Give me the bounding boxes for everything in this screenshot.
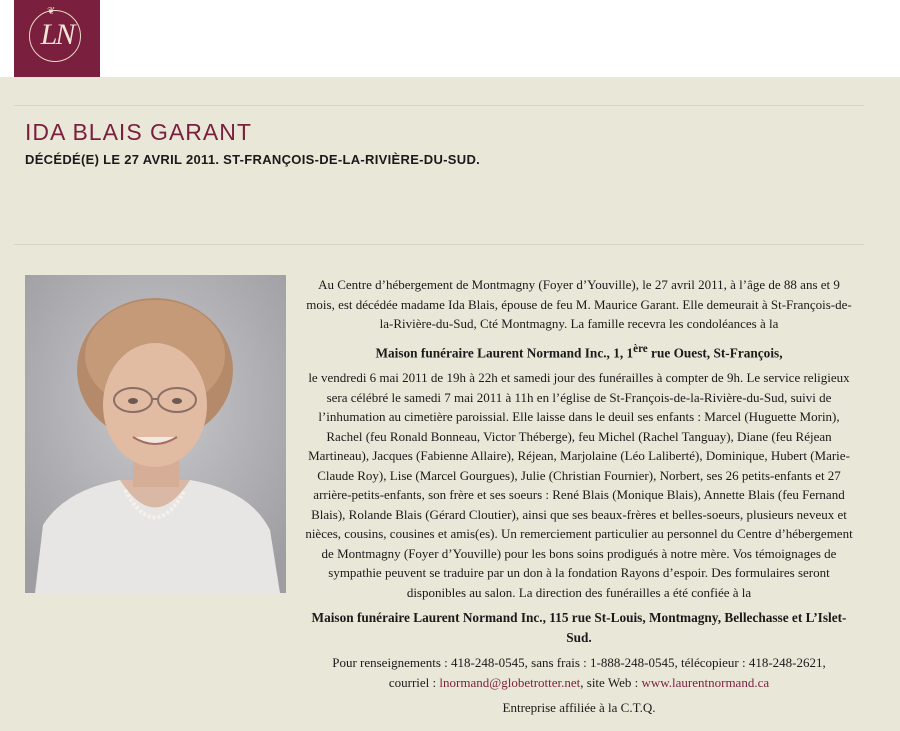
- contact-info: Pour renseignements : 418-248-0545, sans frais : 1-888-248-0545, télécopieur : 418-248-2621, courriel : lnormand@globetrotter.net, site Web : www.laurentnormand.ca: [332, 655, 826, 690]
- deceased-name: IDA BLAIS GARANT: [25, 119, 252, 145]
- obituary-intro: Au Centre d’hébergement de Montmagny (Foyer d’Youville), le 27 avril 2011, à l’âge de 88 ans et 9 mois, est décédée madame Ida Blais, épouse de feu M. Maurice Garant. Elle demeurait à St-François-de-la-Rivière-du-Sud, Cté Montmagny. La famille recevra les condoléances à la: [306, 277, 852, 331]
- obituary-panel: [0, 77, 900, 731]
- logo-monogram: LN: [40, 18, 74, 51]
- death-date-location: DÉCÉDÉ(E) LE 27 AVRIL 2011. ST-FRANÇOIS-DE-LA-RIVIÈRE-DU-SUD.: [25, 152, 481, 167]
- portrait-illustration: [25, 275, 286, 593]
- portrait-photo: [25, 275, 286, 593]
- divider: [14, 105, 864, 106]
- divider: [14, 244, 864, 245]
- obituary-text: [305, 275, 853, 724]
- brand-logo[interactable]: [14, 0, 100, 77]
- obituary-body: le vendredi 6 mai 2011 de 19h à 22h et samedi jour des funérailles à compter de 9h. Le service religieux sera célébré le samedi 7 mai 2011 à 11h en l’église de St-François-de-la-Rivière-du-Sud, suivi de l’inhumation au cimetière paroissial. Elle laisse dans le deuil ses enfants : Marcel (Huguette Morin), Rachel (feu Ronald Bonneau, Victor Théberge), feu Michel (Rachel Tanguay), Diane (feu Réjean Martineau), Jacques (Fabienne Allaire), Réjean, Marjolaine (Léo Laliberté), Dominique, Hubert (Marie-Claude Roy), Lise (Marcel Gourgues), Julie (Christian Fournier), Norbert, ses 26 petits-enfants et 27 arrière-petits-enfants, son frère et ses soeurs : René Blais (Monique Blais), Annette Blais (feu Fernand Blais), Rolande Blais (Gérard Cloutier), ainsi que ses beaux-frères et belles-soeurs, plusieurs neveux et nièces, cousins, cousines et amis(es). Un remerciement particulier au personnel du Centre d’hébergement de Montmagny (Foyer d’Youville) pour les bons soins prodigués à notre mère. Vos témoignages de sympathie peuvent se traduire par un don à la fondation Rayons d’espoir. Des formulaires seront disponibles au salon. La direction des funérailles a été confiée à la: [305, 370, 853, 600]
- funeral-home-address-2: Maison funéraire Laurent Normand Inc., 115 rue St-Louis, Montmagny, Bellechasse et L’Islet-Sud.: [311, 610, 847, 645]
- wheat-icon: ❦: [47, 6, 56, 17]
- website-link[interactable]: www.laurentnormand.ca: [641, 674, 770, 690]
- email-link[interactable]: lnormand@globetrotter.net: [439, 674, 581, 690]
- funeral-home-address-1: Maison funéraire Laurent Normand Inc., 1, 1ère rue Ouest, St-François,: [375, 342, 783, 360]
- affiliation-note: Entreprise affiliée à la C.T.Q.: [502, 700, 656, 716]
